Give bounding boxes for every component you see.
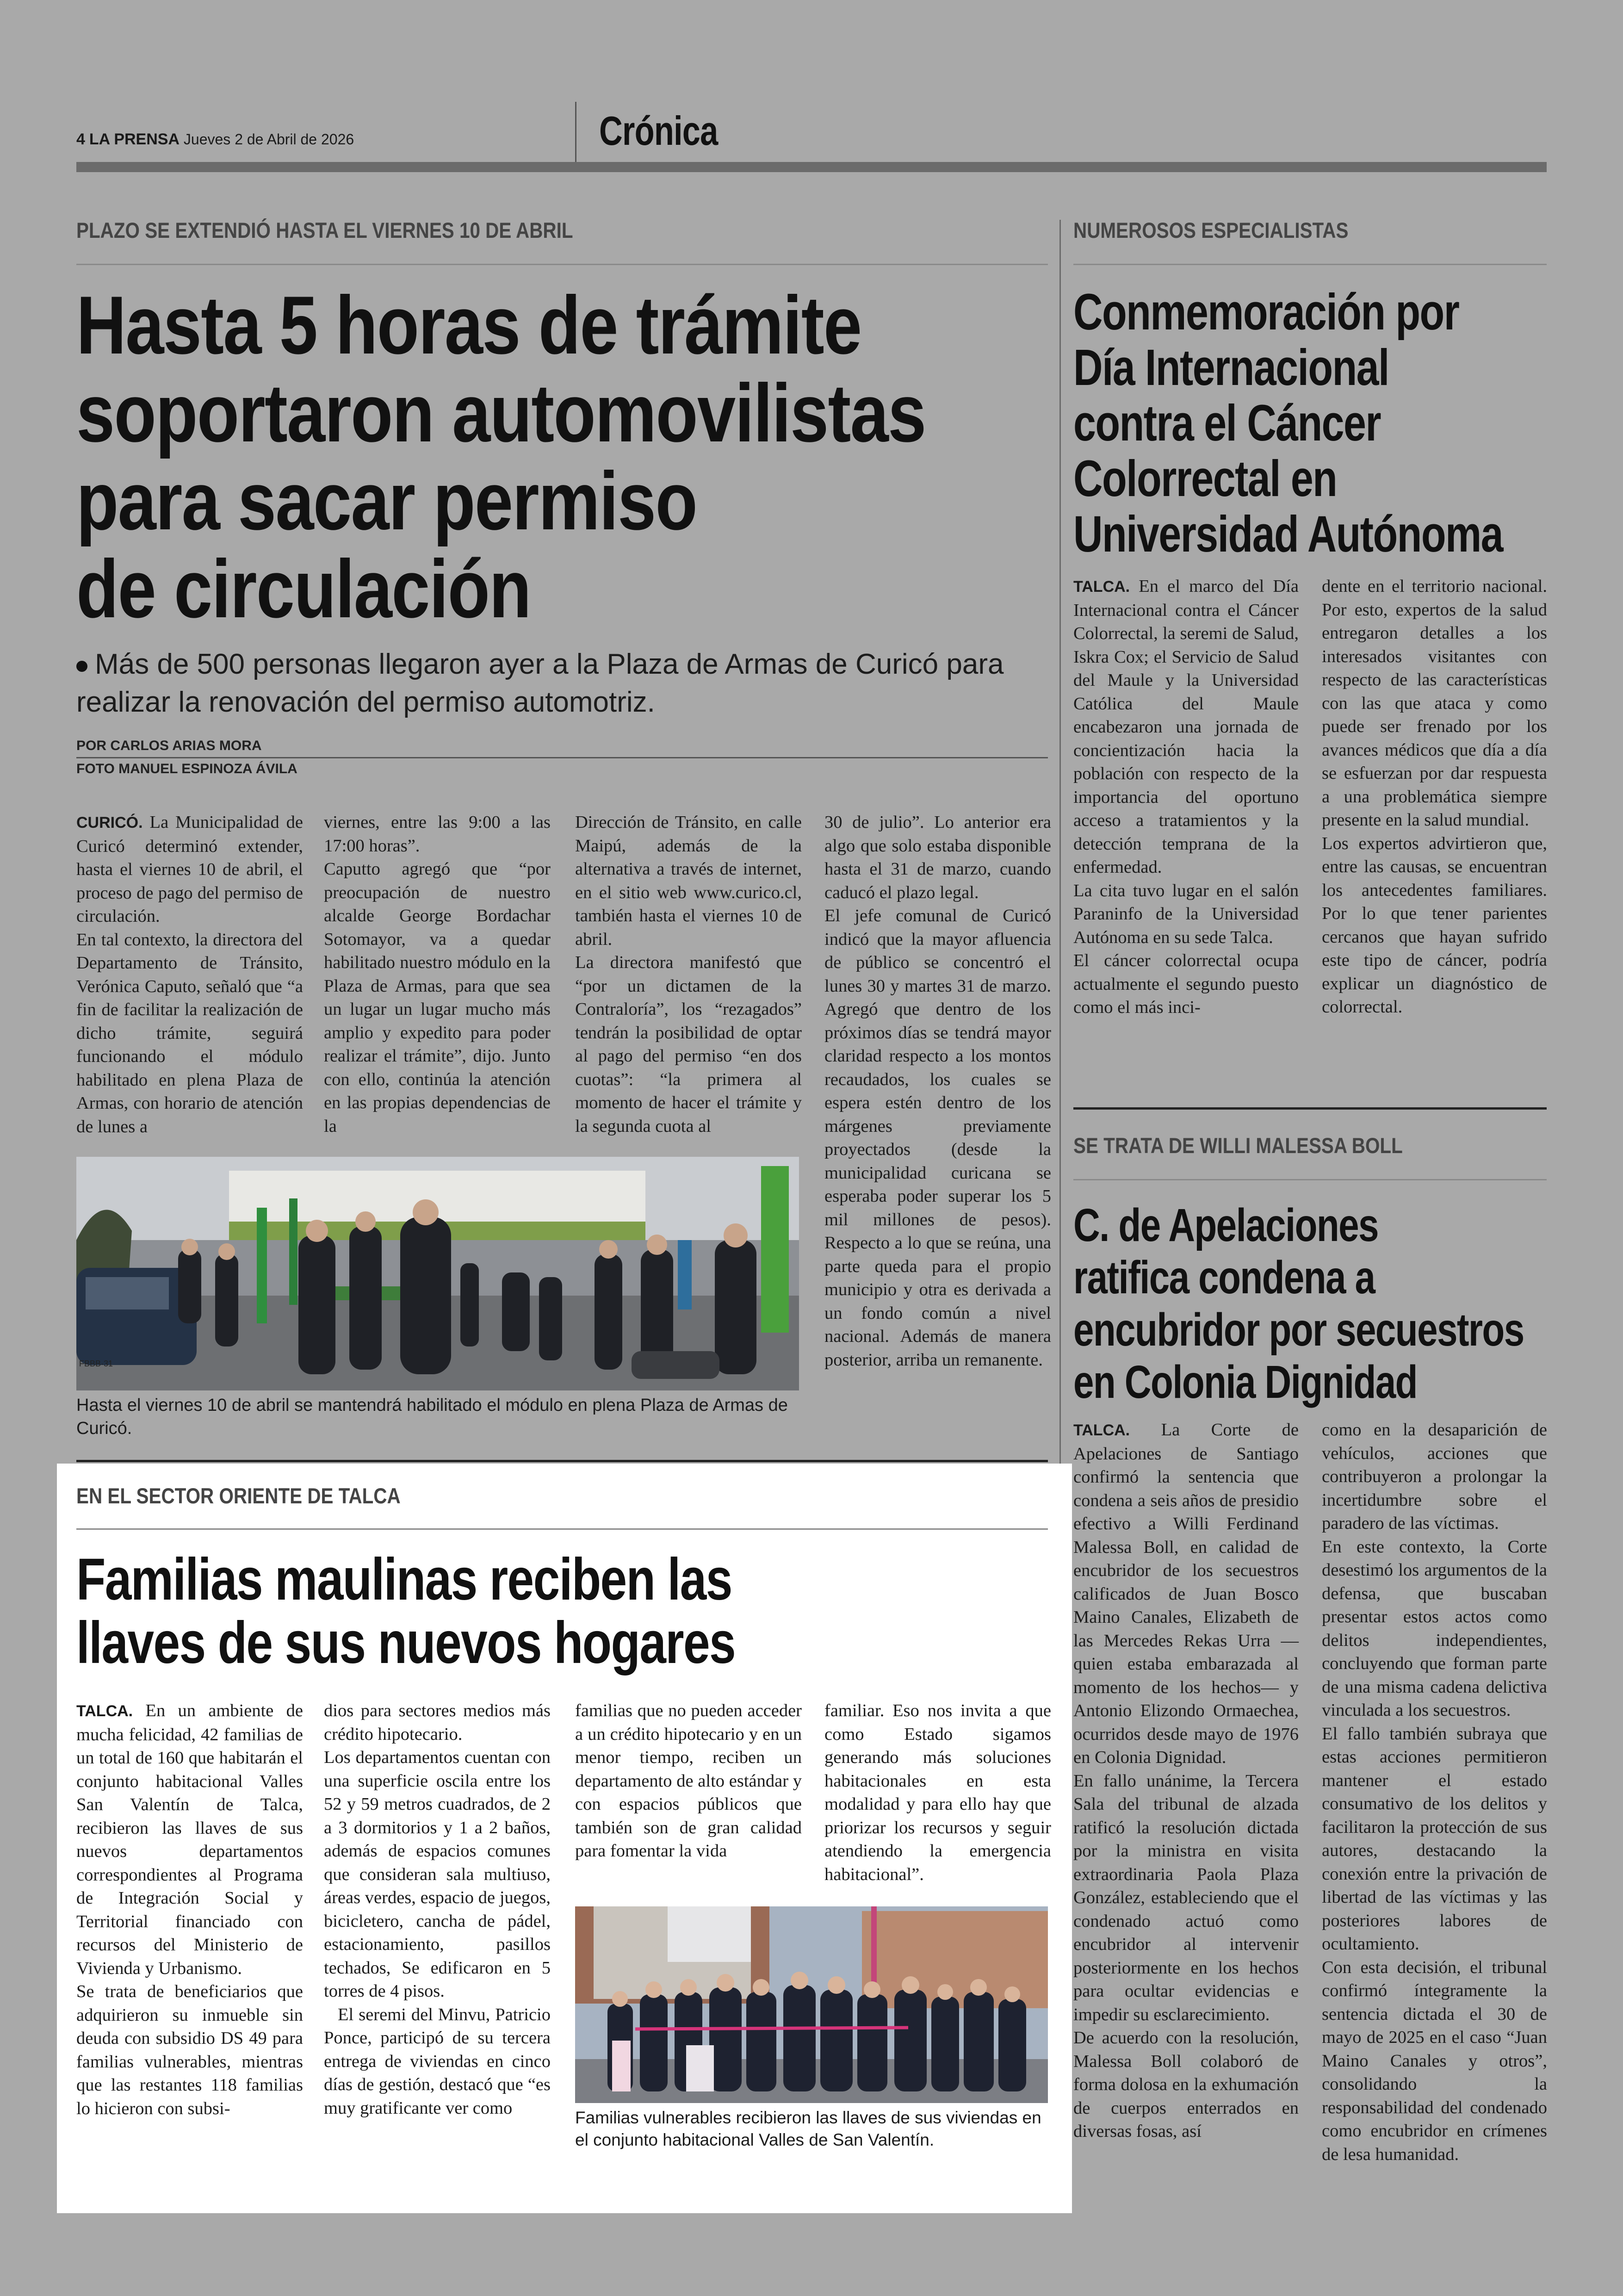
article4-kicker: EN EL SECTOR ORIENTE DE TALCA	[76, 1483, 401, 1508]
article1-paragraph: El jefe comunal de Curicó indicó que la mayor afluencia de público se concentró el lunes 30 y martes 31 de marzo. Agregó que dentro de los próximos días se tendrá mayor claridad respecto a los montos recaudados, los cuales se espera estén dentro de los márgenes previamente proyectados (desde la municipalidad curicana se esperaba poder superar los 5 mil millones de pesos). Respecto a lo que se reúna, una parte queda para el propio municipio y otra es derivada a un fondo común a nivel nacional. Además de manera posterior, arriba un remanente.	[824, 906, 1051, 1370]
page-number: 4	[76, 130, 85, 148]
article4-city: TALCA.	[76, 1702, 133, 1720]
article4-top-rule	[76, 1460, 1048, 1462]
article1-photo-credit: FOTO MANUEL ESPINOZA ÁVILA	[76, 761, 297, 776]
article4-kicker-rule	[76, 1528, 1048, 1530]
article4-headline-line: Familias maulinas reciben las	[76, 1546, 732, 1613]
article2-column-1	[1073, 575, 1299, 1019]
article3-paragraph: como en la desaparición de vehículos, acciones que contribuyeron a prolongar la incertidumbre sobre el paradero de las víctimas.	[1322, 1420, 1547, 1533]
article3-headline	[1073, 1199, 1524, 1409]
article1-kicker-rule	[76, 264, 1048, 265]
article3-paragraph: En fallo unánime, la Tercera Sala del tribunal de alzada ratificó la resolución dictada por la ministra en visita extraordinaria Paola Plaza González, estableciendo que el condenado actuó como encubridor al intervenir posteriormente en los hechos para ocultar evidencias e impedir su esclarecimiento.	[1073, 1771, 1299, 2024]
article3-column-1	[1073, 1418, 1299, 2143]
article3-paragraph: El fallo también subraya que estas acciones permitieron mantener el estado consumativo de los delitos y facilitaron la protección de sus autores, destacando la conexión entre la privación de libertad de las víctimas y las posteriores labores de ocultamiento.	[1322, 1724, 1547, 1954]
article2-paragraph: dente en el territorio nacional. Por esto, expertos de la salud entregaron detalles a los interesados visitantes con respecto de las características con las que ataca y como puede ser frenado por los avances médicos que día a día se esfuerzan por dar respuesta a una problemática siempre presente en la salud mundial.	[1322, 577, 1547, 830]
article2-headline-line: Universidad Autónoma	[1073, 506, 1503, 563]
article2-headline	[1073, 285, 1503, 562]
article3-paragraph: Con esta decisión, el tribunal confirmó íntegramente la sentencia dictada el 30 de mayo de 2025 en el caso “Juan Maino Canales y otros”, consolidando la responsabilidad del condenado como encubridor en crímenes de lesa humanidad.	[1322, 1957, 1547, 2164]
article1-headline-line: para sacar permiso	[76, 455, 697, 547]
article2-headline-line: Colorrectal en	[1073, 450, 1337, 507]
article2-headline-line: Conmemoración por	[1073, 284, 1459, 341]
article1-author: POR CARLOS ARIAS MORA	[76, 738, 262, 753]
article4-headline	[76, 1548, 735, 1675]
header-separator	[575, 102, 576, 163]
article1-headline	[76, 281, 926, 633]
article4-paragraph: Se trata de beneficiarios que adquirieron su inmueble sin deuda con subsidio DS 49 para familias vulnerables, mientras que las restantes 118 familias lo hicieron con subsi-	[76, 1982, 303, 2118]
key-ceremony-photo	[575, 1906, 1048, 2103]
article2-kicker: NUMEROSOS ESPECIALISTAS	[1073, 218, 1349, 242]
article2-kicker-rule	[1073, 264, 1547, 265]
plaza-crowd-photo	[76, 1157, 799, 1390]
article3-column-2	[1322, 1418, 1547, 2166]
license-plate: FBBB·31	[79, 1359, 113, 1368]
article4-paragraph: familiar. Eso nos invita a que como Estado sigamos generando más soluciones habitacionales en esta modalidad y para ello hay que priorizar los recursos y seguir atendiendo la emergencia habitacional”.	[824, 1701, 1051, 1884]
article1-paragraph: Caputto agregó que “por preocupación de nuestro alcalde George Bordachar Sotomayor, va a quedar habilitado nuestro módulo en la Plaza de Armas, para que sea un lugar un lugar mucho más amplio y expedito para poder realizar el trámite”, dijo. Junto con ello, continúa la atención en las propias dependencias de la	[324, 859, 551, 1136]
article4-paragraph: Los departamentos cuentan con una superficie oscila entre los 52 y 59 metros cuadrados, de 2 a 3 dormitorios y 1 a 2 baños, además de espacios comunes que consideran sala multiuso, áreas verdes, espacio de juegos, bicicletero, cancha de pádel, estacionamiento, pasillos techados, Se edificaron en 5 torres de 4 pisos.	[324, 1748, 551, 2001]
article1-column-4	[824, 811, 1051, 1371]
article4-headline-line: llaves de sus nuevos hogares	[76, 1610, 736, 1676]
article1-headline-line: Hasta 5 horas de trámite	[76, 279, 861, 371]
article3-headline-line: encubridor por secuestros	[1073, 1304, 1524, 1356]
article1-paragraph: En tal contexto, la directora del Departamento de Tránsito, Verónica Caputo, señaló que “a fin de facilitar la realización de dicho trámite, seguirá funcionando el módulo habilitado en plena Plaza de Armas, con horario de atención de lunes a	[76, 930, 303, 1136]
article1-byline-rule	[76, 757, 1048, 758]
header-paper-info	[76, 130, 354, 149]
article1-lead-text: Más de 500 personas llegaron ayer a la Plaza de Armas de Curicó para realizar la renovación del permiso automotriz.	[76, 648, 1004, 718]
paper-name: LA PRENSA	[89, 130, 180, 148]
article4-paragraph: dios para sectores medios más crédito hipotecario.	[324, 1701, 551, 1744]
article2-paragraph: En el marco del Día Internacional contra el Cáncer Colorrectal, la seremi de Salud, Iskra Cox; el Servicio de Salud del Maule y la Universidad Católica del Maule encabezaron una jornada de concientización hacia la población con respecto de la importancia del oportuno acceso a tratamientos y la detección temprana de la enfermedad.	[1073, 577, 1299, 877]
article3-headline-line: ratifica condena a	[1073, 1252, 1375, 1303]
article1-kicker: PLAZO SE EXTENDIÓ HASTA EL VIERNES 10 DE ABRIL	[76, 218, 573, 242]
article3-headline-line: en Colonia Dignidad	[1073, 1356, 1417, 1408]
article4-column-3	[575, 1699, 802, 1863]
article3-kicker: SE TRATA DE WILLI MALESSA BOLL	[1073, 1133, 1403, 1158]
article3-headline-line: C. de Apelaciones	[1073, 1199, 1378, 1251]
article4-column-1	[76, 1699, 303, 2120]
header-bar	[76, 162, 1547, 172]
bullet-icon	[76, 661, 87, 672]
article3-city: TALCA.	[1073, 1421, 1130, 1439]
article1-photo-caption: Hasta el viernes 10 de abril se mantendrá habilitado el módulo en plena Plaza de Armas de Curicó.	[76, 1396, 788, 1438]
article3-paragraph: En este contexto, la Corte desestimó los argumentos de la defensa, que buscaban presentar estos actos como delitos independientes, concluyendo que forman parte de una misma cadena delictiva vinculada a los secuestros.	[1322, 1537, 1547, 1720]
article4-paragraph: En un ambiente de mucha felicidad, 42 familias de un total de 160 que habitarán el conjunto habitacional Valles San Valentín de Talca, recibieron las llaves de sus nuevos departamentos correspondientes al Programa de Integración Social y Territorial financiado con recursos del Ministerio de Vivienda y Urbanismo.	[76, 1701, 303, 1978]
article1-column-1	[76, 811, 303, 1138]
article2-column-2	[1322, 575, 1547, 1019]
article4-paragraph: familias que no pueden acceder a un crédito hipotecario y en un menor tiempo, reciben un departamento de alto estándar y con espacios públicos que también son de gran calidad para fomentar la vida	[575, 1701, 802, 1861]
article4-photo	[575, 1906, 1048, 2103]
article2-headline-line: contra el Cáncer	[1073, 395, 1381, 452]
article3-paragraph: De acuerdo con la resolución, Malessa Boll colaboró de forma dolosa en la exhumación de cuerpos enterrados en diversas fosas, así	[1073, 2028, 1299, 2141]
article1-paragraph: La directora manifestó que “por un dictamen de la Contraloría”, los “rezagados” tendrán la posibilidad de optar al pago del permiso “en dos cuotas”: “la primera al momento de hacer el trámite y la segunda cuota al	[575, 953, 802, 1136]
article1-headline-line: de circulación	[76, 543, 531, 635]
article1-paragraph: 30 de julio”. Lo anterior era algo que solo estaba disponible hasta el 31 de marzo, cuando caducó el plazo legal.	[824, 813, 1051, 902]
article2-paragraph: El cáncer colorrectal ocupa actualmente el segundo puesto como el más inci-	[1073, 951, 1299, 1017]
article4-column-4	[824, 1699, 1051, 1886]
article1-column-2	[324, 811, 551, 1138]
article1-lead	[76, 645, 1043, 721]
article4-paragraph: El seremi del Minvu, Patricio Ponce, participó de su tercera entrega de viviendas en cinco días de gestión, destacó que “es muy gratificante ver como	[324, 2004, 551, 2118]
issue-date: Jueves 2 de Abril de 2026	[183, 131, 354, 148]
article1-paragraph: viernes, entre las 9:00 a las 17:00 horas”.	[324, 813, 551, 856]
article2-city: TALCA.	[1073, 578, 1130, 596]
article2-headline-line: Día Internacional	[1073, 339, 1389, 396]
article1-city: CURICÓ.	[76, 814, 143, 832]
article1-headline-line: soportaron automovilistas	[76, 367, 926, 459]
article4-column-2	[324, 1699, 551, 2120]
article1-paragraph: La Municipalidad de Curicó determinó extender, hasta el viernes 10 de abril, el proceso de pago del permiso de circulación.	[76, 813, 303, 926]
article4-photo-caption: Familias vulnerables recibieron las llaves de sus viviendas en el conjunto habitacional Valles de San Valentín.	[575, 2108, 1041, 2149]
section-name: Crónica	[599, 108, 718, 154]
article3-kicker-rule	[1073, 1179, 1547, 1180]
article3-paragraph: La Corte de Apelaciones de Santiago confirmó la sentencia que condena a seis años de presidio efectivo a Willi Ferdinand Malessa Boll, en calidad de encubridor de los secuestros calificados de Juan Bosco Maino Canales, Elizabeth de las Mercedes Rekas Urra —quien estaba embarazada al momento de los hechos— y Antonio Elizondo Ormaechea, ocurridos desde mayo de 1976 en Colonia Dignidad.	[1073, 1420, 1299, 1767]
article1-column-3	[575, 811, 802, 1138]
article1-photo	[76, 1157, 799, 1390]
article3-top-rule	[1073, 1107, 1547, 1110]
article2-paragraph: Los expertos advirtieron que, entre las causas, se encuentran los antecedentes familiares. Por lo que tener parientes cercanos que hayan sufrido este tipo de cáncer, podría explicar un diagnóstico de colorrectal.	[1322, 833, 1547, 1017]
article2-paragraph: La cita tuvo lugar en el salón Paraninfo de la Universidad Autónoma en su sede Talca.	[1073, 881, 1299, 947]
article1-paragraph: Dirección de Tránsito, en calle Maipú, además de la alternativa a través de internet, en el sitio web www.curico.cl, también hasta el viernes 10 de abril.	[575, 813, 802, 949]
